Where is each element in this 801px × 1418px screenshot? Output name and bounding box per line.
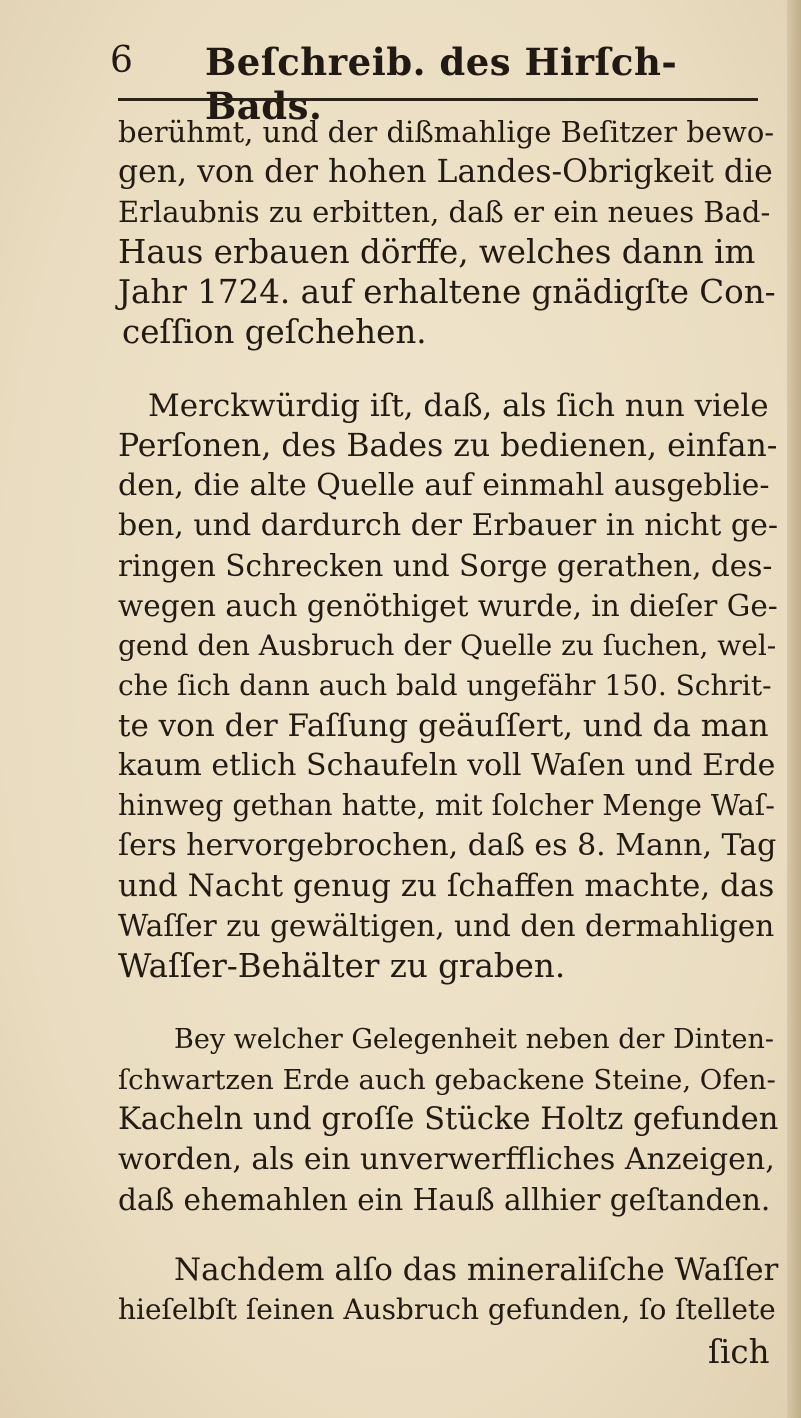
text-line: Kacheln und groſſe Stücke Holtz gefunden [118,1102,779,1137]
text-line: ſchwartzen Erde auch gebackene Steine, Ofen- [118,1064,776,1096]
page-edge [787,0,801,1418]
text-line: Jahr 1724. auf erhaltene gnädigſte Con- [118,273,776,311]
text-line: Merckwürdig iſt, daß, als ſich nun viele [148,388,769,424]
text-line: kaum etlich Schaufeln voll Waſen und Erde [118,748,776,783]
text-line: wegen auch genöthiget wurde, in dieſer Ge- [118,589,778,623]
text-line: ben, und dardurch der Erbauer in nicht ge- [118,508,778,543]
text-line: ſers hervorgebrochen, daß es 8. Mann, Tag [118,828,777,863]
catchword: ſich [708,1333,770,1371]
text-line: worden, als ein unverwerffliches Anzeigen, [118,1142,775,1177]
text-line: den, die alte Quelle auf einmahl ausgeblie- [118,468,770,503]
paragraph-1 [118,112,778,352]
text-line: und Nacht genug zu ſchaffen machte, das [118,868,775,904]
text-line: gen, von der hohen Landes-Obrigkeit die [118,154,773,190]
paragraph-2 [118,386,778,986]
paragraph-3 [118,1020,778,1220]
text-line: daß ehemahlen ein Hauß allhier geſtanden. [118,1183,771,1217]
text-line: Bey welcher Gelegenheit neben der Dinten- [174,1024,774,1055]
text-line: Erlaubnis zu erbitten, daß er ein neues Bad- [118,195,771,229]
text-line: ceſſion geſchehen. [122,313,427,351]
text-line: che ſich dann auch bald ungefähr 150. Schrit- [118,669,772,702]
running-head: Beſchreib. des Hirſch-Bads. [205,40,678,128]
paragraph-gap [118,986,778,1020]
paragraph-gap [118,1220,778,1250]
text-line: Perſonen, des Bades zu bedienen, einfan- [118,428,778,464]
text-line: Nachdem alſo das mineraliſche Waſſer [174,1252,779,1288]
text-line: Waſſer-Behälter zu graben. [118,947,566,985]
text-line: Haus erbauen dörffe, welches dann im [118,233,756,271]
paragraph-gap [118,352,778,386]
text-line: berühmt, und der dißmahlige Beſitzer bewo- [118,115,775,149]
body-text [118,112,778,1330]
text-line: te von der Faſſung geäuſſert, und da man [118,708,769,744]
page-number: 6 [110,40,133,81]
header-rule [118,98,758,101]
text-line: Waſſer zu gewältigen, und den dermahligen [118,909,775,943]
text-line: hinweg gethan hatte, mit ſolcher Menge Waſ- [118,789,775,822]
text-line: ringen Schrecken und Sorge gerathen, des- [118,549,773,583]
paragraph-4 [118,1250,778,1330]
text-line: gend den Ausbruch der Quelle zu ſuchen, wel- [118,629,777,662]
text-line: hieſelbſt ſeinen Ausbruch gefunden, ſo ſtellete [118,1293,776,1326]
page-header [110,40,760,128]
